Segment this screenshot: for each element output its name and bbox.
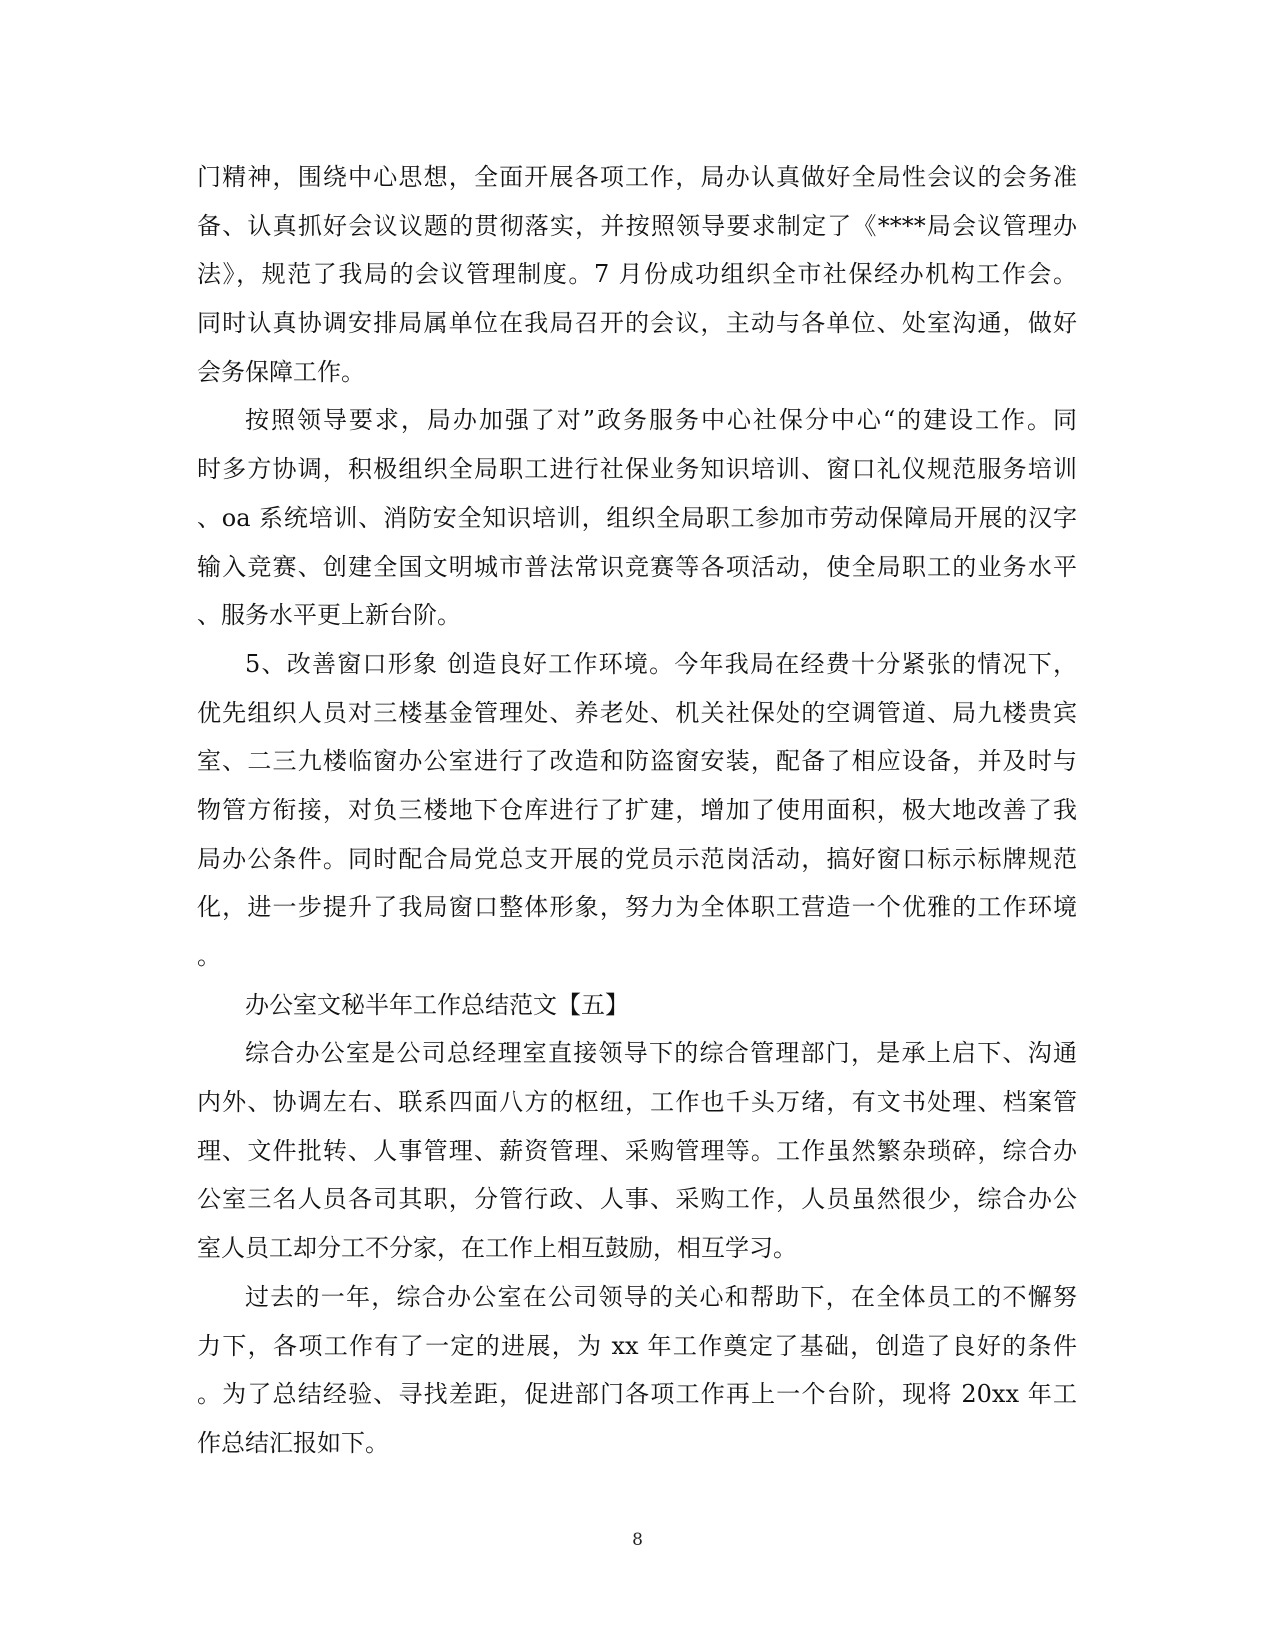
text-line: 会务保障工作。	[197, 357, 365, 386]
text-line: 、oa 系统培训、消防安全知识培训，组织全局职工参加市劳动保障局开展的汉字	[197, 503, 1077, 532]
text-line: 化，进一步提升了我局窗口整体形象，努力为全体职工营造一个优雅的工作环境	[197, 893, 1077, 922]
text-line: 。	[197, 942, 221, 970]
text-line: 理、文件批转、人事管理、薪资管理、采购管理等。工作虽然繁杂琐碎，综合办	[197, 1136, 1077, 1165]
paragraph-first-line: 过去的一年，综合办公室在公司领导的关心和帮助下，在全体员工的不懈努	[245, 1282, 1077, 1311]
text-line: 、服务水平更上新台阶。	[197, 601, 461, 630]
text-line: 。为了总结经验、寻找差距，促进部门各项工作再上一个台阶，现将 20xx 年工	[197, 1380, 1077, 1409]
text-line: 门精神，围绕中心思想，全面开展各项工作，局办认真做好全局性会议的会务准	[197, 163, 1077, 191]
text-line: 内外、协调左右、联系四面八方的枢纽，工作也千头万绪，有文书处理、档案管	[197, 1088, 1077, 1117]
paragraph-first-line: 5、改善窗口形象 创造良好工作环境。今年我局在经费十分紧张的情况下，	[245, 649, 1077, 678]
paragraph-first-line: 按照领导要求，局办加强了对”政务服务中心社保分中心“的建设工作。同	[245, 406, 1077, 435]
text-line: 优先组织人员对三楼基金管理处、养老处、机关社保处的空调管道、局九楼贵宾	[197, 698, 1077, 727]
text-line: 作总结汇报如下。	[197, 1428, 389, 1457]
text-line: 输入竞赛、创建全国文明城市普法常识竞赛等各项活动，使全局职工的业务水平	[197, 552, 1077, 581]
text-line: 法》，规范了我局的会议管理制度。7 月份成功组织全市社保经办机构工作会。	[197, 260, 1077, 289]
paragraph-first-line: 综合办公室是公司总经理室直接领导下的综合管理部门，是承上启下、沟通	[245, 1039, 1077, 1068]
text-line: 时多方协调，积极组织全局职工进行社保业务知识培训、窗口礼仪规范服务培训	[197, 455, 1077, 484]
text-line: 物管方衔接，对负三楼地下仓库进行了扩建，增加了使用面积，极大地改善了我	[197, 795, 1077, 824]
text-line: 局办公条件。同时配合局党总支开展的党员示范岗活动，搞好窗口标示标牌规范	[197, 844, 1077, 873]
text-line: 公室三名人员各司其职，分管行政、人事、采购工作，人员虽然很少，综合办公	[197, 1185, 1077, 1214]
document-body	[197, 153, 1077, 1468]
text-line: 室人员工却分工不分家，在工作上相互鼓励，相互学习。	[197, 1234, 797, 1263]
text-line: 备、认真抓好会议议题的贯彻落实，并按照领导要求制定了《****局会议管理办	[197, 211, 1077, 240]
section-heading: 办公室文秘半年工作总结范文【五】	[245, 990, 629, 1019]
page-number: 8	[632, 1530, 643, 1550]
text-line: 力下，各项工作有了一定的进展，为 xx 年工作奠定了基础，创造了良好的条件	[197, 1331, 1077, 1360]
text-line: 室、二三九楼临窗办公室进行了改造和防盗窗安装，配备了相应设备，并及时与	[197, 747, 1077, 776]
text-line: 同时认真协调安排局属单位在我局召开的会议，主动与各单位、处室沟通，做好	[197, 309, 1077, 338]
